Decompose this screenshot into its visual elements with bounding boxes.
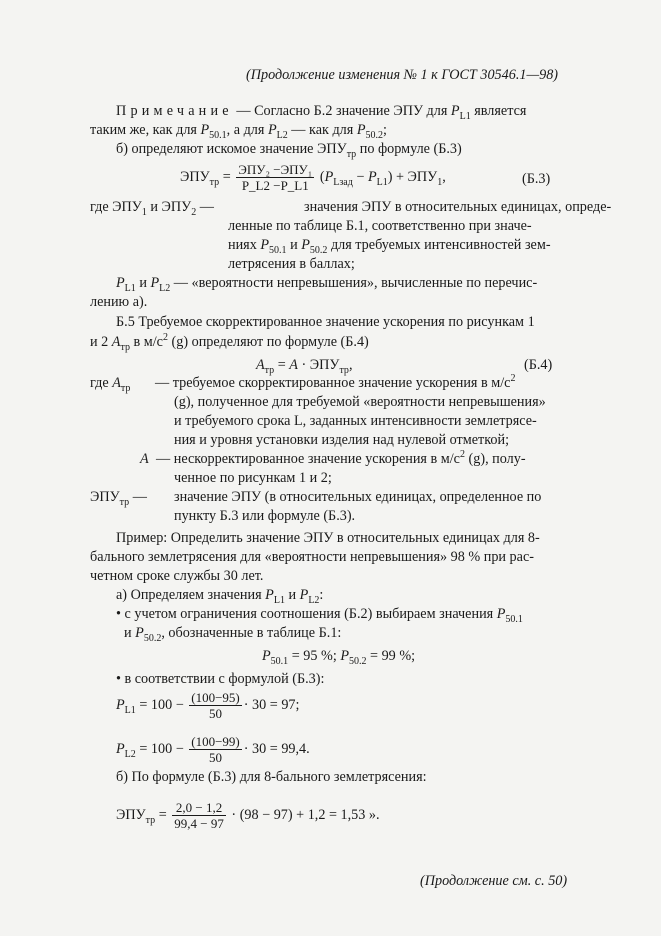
- example-b-line: б) По формуле (Б.3) для 8-бального землетрясения:: [116, 769, 427, 785]
- formula-b4-number: (Б.4): [524, 357, 553, 373]
- example-pl1-fraction: $\frac{(100-95)}{50}$: [191, 690, 240, 721]
- example-pl2-fraction: $\frac{(100-99)}{50}$: [191, 734, 240, 765]
- where-b4-a-line-2: ченное по рисункам 1 и 2;: [174, 470, 332, 486]
- where-b3-line-3: ниях $P_{50.1}$ и $P_{50.2}$ для требуемых интенсивностей зем-: [228, 237, 551, 256]
- example-bullet-1-line-1: • с учетом ограничения соотношения (Б.2) выбираем значения $P_{50.1}$: [116, 606, 523, 625]
- where-b3-line-4: летрясения в баллах;: [228, 256, 355, 272]
- formula-b4: $A_{тр} = A \cdot ЭПУ_{тр}$,: [256, 357, 353, 376]
- formula-b3-fraction: $\frac{\text{ЭПУ₂ −ЭПУ₁}}{P\_L2 -P\_L1}$: [238, 162, 313, 193]
- example-final-fraction: $\frac{2,0 - 1,2}{99,4 - 97}$: [174, 800, 224, 831]
- where-b4-a-symbol: A: [140, 451, 149, 467]
- where-b4-epu-lead: $ЭПУ_{тр}$ —: [90, 489, 147, 508]
- where-b3-pl-line-1: $P_{L1}$ и $P_{L2}$ — «вероятности непревышения», вычисленные по перечис-: [116, 275, 538, 294]
- where-b4-lead: где $A_{тр}$: [90, 375, 131, 394]
- example-bullet-1-line-2: и $P_{50.2}$, обозначенные в таблице Б.1:: [124, 625, 342, 644]
- formula-b3: $ЭПУ_{тр}$ = $\frac{\text{ЭПУ₂ −ЭПУ₁}}{P\_L2 -P\_L1}$ $(P_{Lзад} - P_{L1}) + ЭПУ_1$,: [180, 162, 446, 193]
- section-b5-line-1: Б.5 Требуемое скорректированное значение ускорения по рисункам 1: [116, 314, 535, 330]
- item-b-line: б) определяют искомое значение $ЭПУ_{тр}$ по формуле (Б.3): [116, 141, 462, 160]
- where-b4-line-1: — требуемое скорректированное значение ускорения в $м/с^2$: [155, 373, 516, 391]
- footer-continuation-note: (Продолжение см. с. 50): [420, 873, 568, 889]
- where-b4-a-line-1: — нескорректированное значение ускорения в $м/с^2$ (g), полу-: [156, 449, 526, 467]
- where-b3-line-2: ленные по таблице Б.1, соответственно при значе-: [228, 218, 532, 234]
- note-label: Примечание: [116, 103, 233, 119]
- example-final-formula: $ЭПУ_{тр}$ = $\frac{2,0 - 1,2}{99,4 - 97}$ · (98 − 97) + 1,2 = 1,53 ».: [116, 800, 380, 831]
- note-line-1: Примечание — Согласно Б.2 значение ЭПУ для $P_{L1}$ является: [116, 103, 527, 122]
- note-line-2: таким же, как для $P_{50.1}$, а для $P_{L2}$ — как для $P_{50.2}$;: [90, 122, 387, 141]
- where-b4-epu-line-1: значение ЭПУ (в относительных единицах, определенное по: [174, 489, 542, 505]
- header-continuation-note: (Продолжение изменения № 1 к ГОСТ 30546.1—98): [246, 67, 559, 83]
- formula-b3-number: (Б.3): [522, 171, 551, 187]
- where-b3-lead: где $ЭПУ_1$ и $ЭПУ_2$ —: [90, 199, 214, 218]
- example-pl2-formula: $P_{L2} = 100$ − $\frac{(100-99)}{50}$ · 30 = 99,4.: [116, 734, 310, 765]
- example-a-line: а) Определяем значения $P_{L1}$ и $P_{L2}$:: [116, 587, 324, 606]
- example-p50-values: $P_{50.1} = 95$ %; $P_{50.2} = 99$ %;: [262, 648, 416, 667]
- example-pl1-formula: $P_{L1} = 100$ − $\frac{(100-95)}{50}$ · 30 = 97;: [116, 690, 300, 721]
- example-line-3: четном сроке службы 30 лет.: [90, 568, 264, 584]
- where-b3-pl-line-2: лению а).: [90, 294, 148, 310]
- section-b5-line-2: и 2 $A_{тр}$ в $м/с^2$ (g) определяют по формуле (Б.4): [90, 332, 369, 353]
- example-bullet-2: • в соответствии с формулой (Б.3):: [116, 671, 325, 687]
- where-b3-line-1: значения ЭПУ в относительных единицах, опреде-: [304, 199, 612, 215]
- where-b4-epu-line-2: пункту Б.3 или формуле (Б.3).: [174, 508, 356, 524]
- where-b4-line-4: ния и уровня установки изделия над нулевой отметкой;: [174, 432, 510, 448]
- example-line-1: Пример: Определить значение ЭПУ в относительных единицах для 8-: [116, 530, 540, 546]
- where-b4-line-2: (g), полученное для требуемой «вероятности непревышения»: [174, 394, 546, 410]
- where-b4-line-3: и требуемого срока L, заданных интенсивности землетрясе-: [174, 413, 537, 429]
- example-line-2: бального землетрясения для «вероятности непревышения» 98 % при рас-: [90, 549, 534, 565]
